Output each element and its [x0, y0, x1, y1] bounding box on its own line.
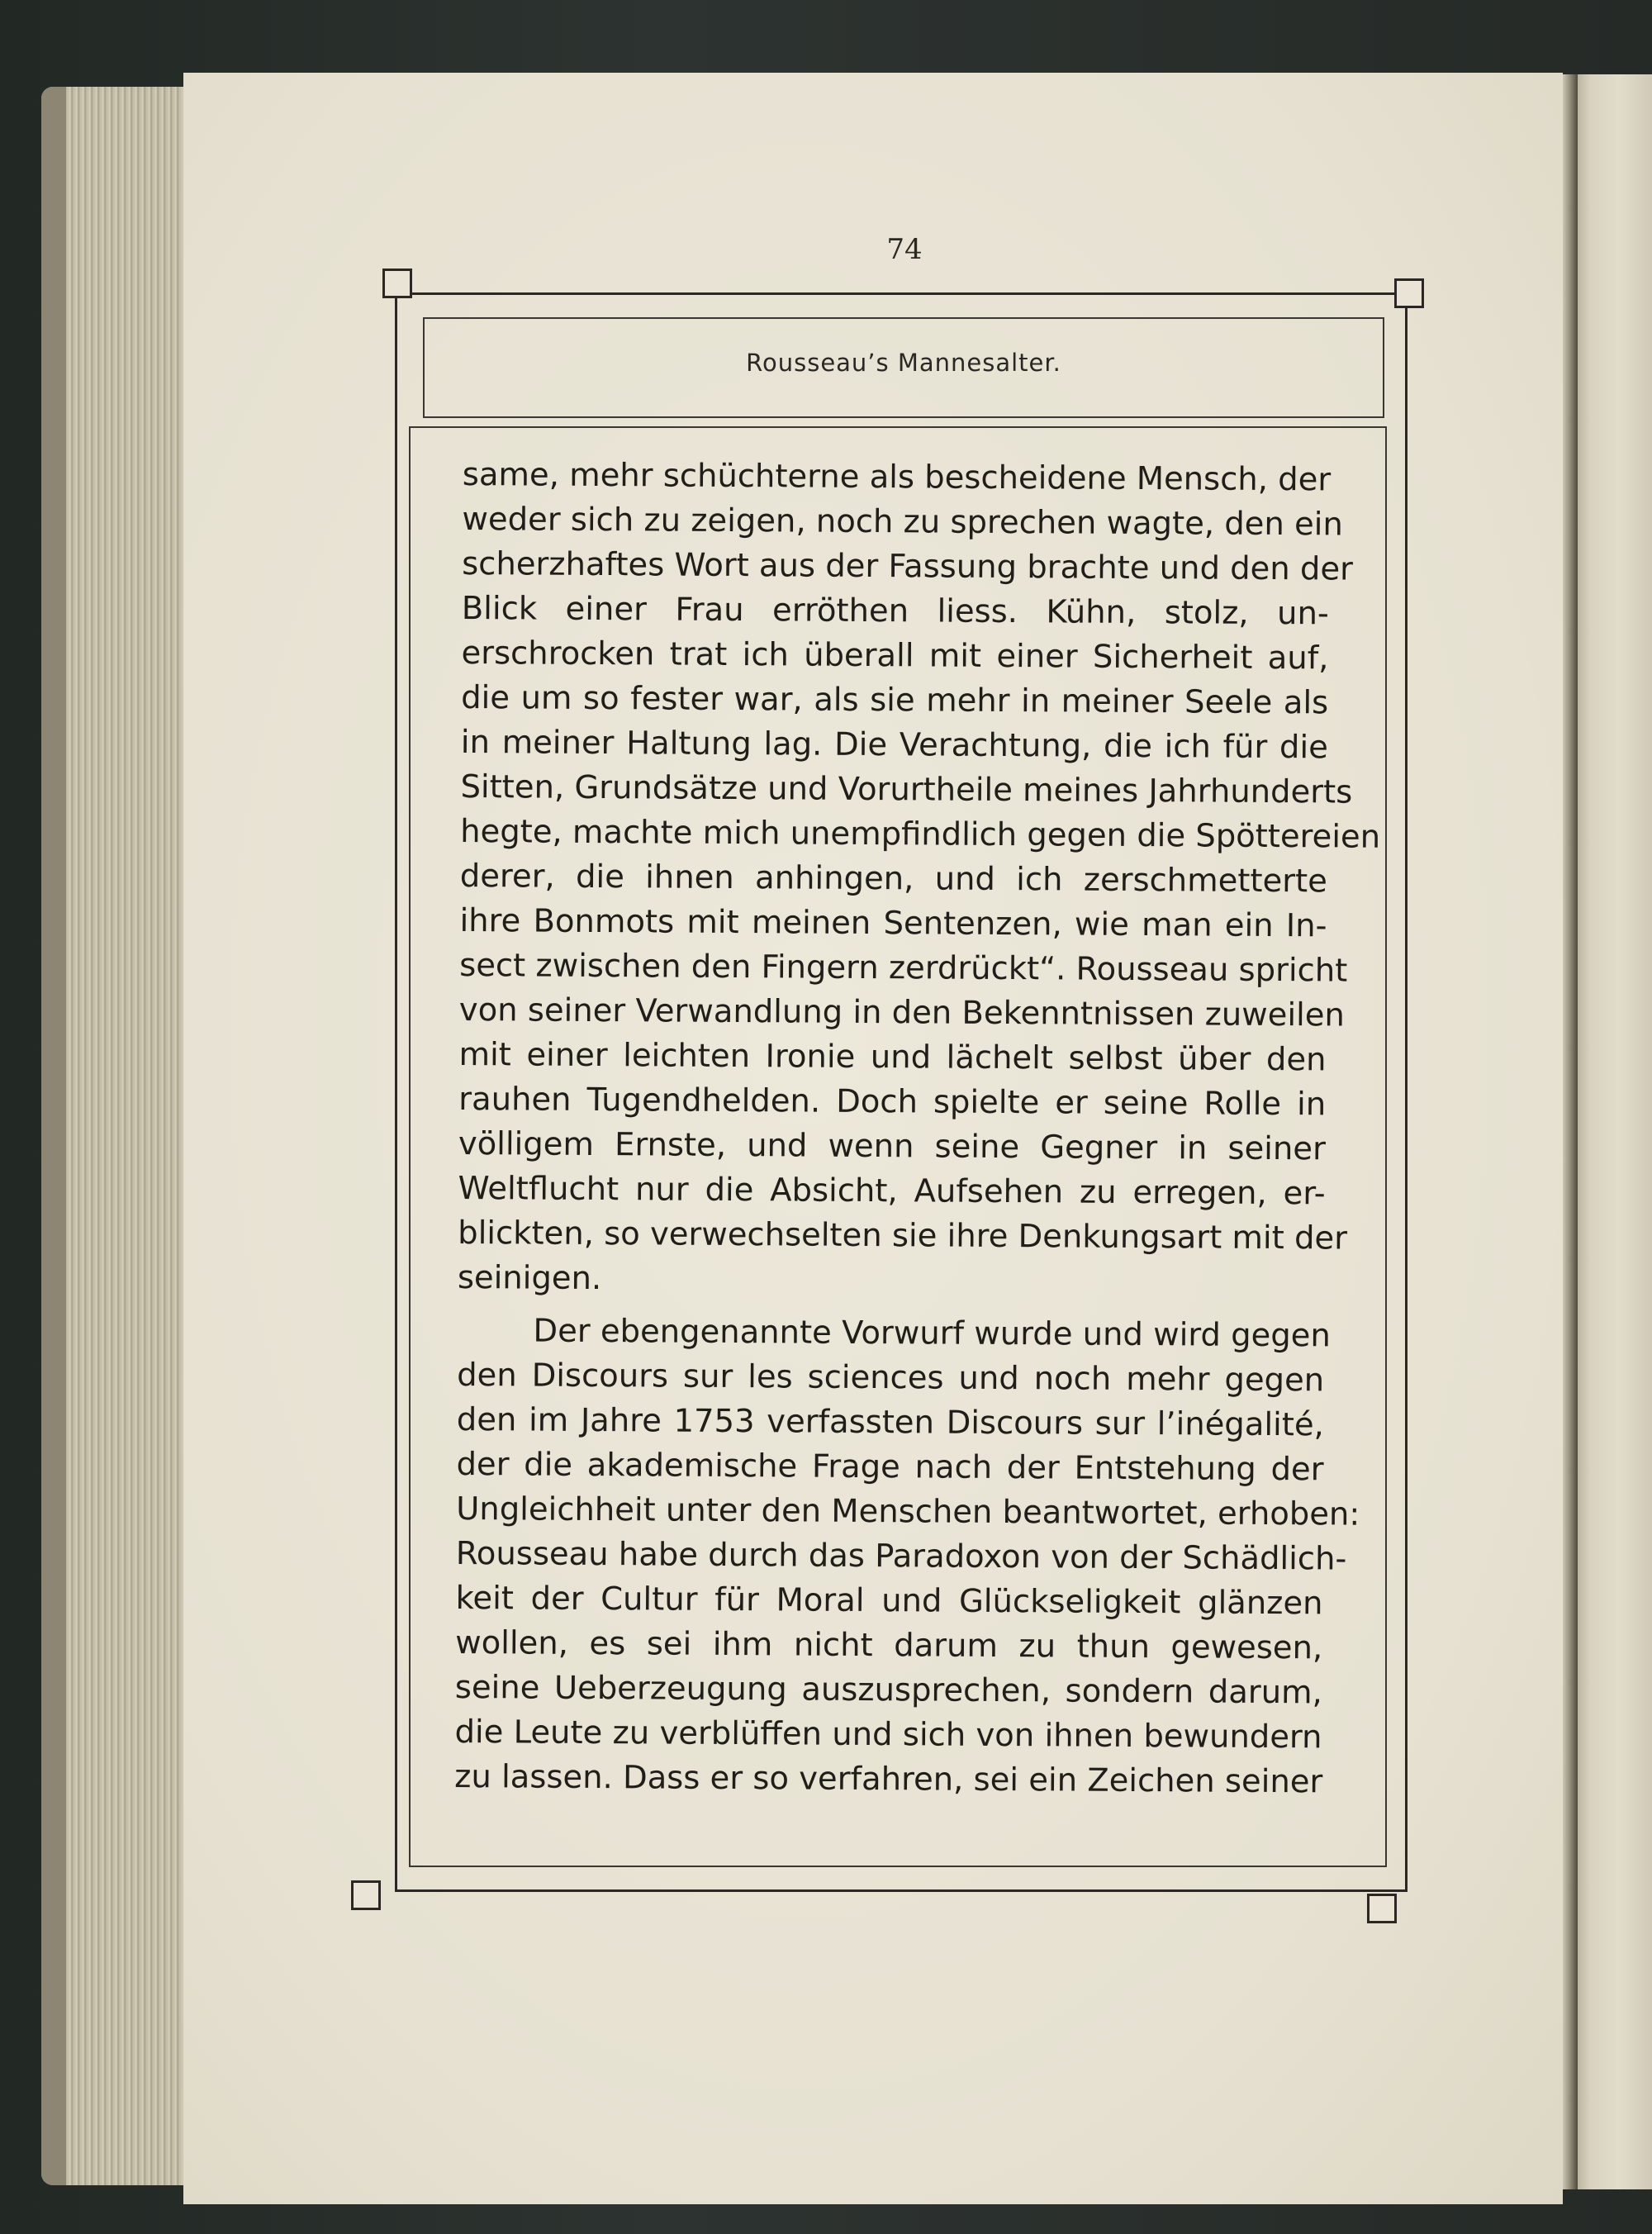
body-text [454, 453, 1381, 1804]
text-line: scherzhaftes Wort aus der Fassung brachte und den der [462, 544, 1354, 588]
text-line: rauhen Tugendhelden. Doch spielte er seine Rolle in [458, 1080, 1327, 1124]
text-line: Sitten, Grundsätze und Vorurtheile meines Jahrhunderts [460, 768, 1353, 811]
text-line: den Discours sur les sciences und noch mehr gegen [457, 1356, 1325, 1400]
text-line: völligem Ernste, und wenn seine Gegner in seiner [458, 1124, 1327, 1168]
text-line: blickten, so verwechselten sie ihre Denkungsart mit der [458, 1214, 1348, 1257]
text-line: Ungleichheit unter den Menschen beantwortet, erhoben: [456, 1490, 1360, 1533]
text-line: zu lassen. Dass er so verfahren, sei ein Zeichen seiner [454, 1757, 1323, 1801]
text-line: derer, die ihnen anhingen, und ich zerschmetterte [459, 857, 1327, 901]
frame-corner-top-left [382, 269, 412, 298]
frame-corner-bottom-left [351, 1880, 381, 1910]
text-line: seinigen. [457, 1258, 602, 1298]
text-line: Rousseau habe durch das Paradoxon von der Schädlich- [455, 1534, 1347, 1578]
text-line: weder sich zu zeigen, noch zu sprechen wagte, den ein [462, 500, 1344, 544]
facing-page [1569, 74, 1652, 2189]
text-line: seine Ueberzeugung auszusprechen, sondern darum, [454, 1668, 1322, 1712]
text-line: Der ebengenannte Vorwurf wurde und wird gegen [533, 1312, 1331, 1355]
text-line: die Leute zu verblüffen und sich von ihnen bewundern [454, 1713, 1322, 1756]
frame-corner-bottom-right [1367, 1894, 1397, 1923]
text-line: die um so fester war, als sie mehr in meiner Seele als [461, 678, 1329, 722]
running-title: Rousseau’s Mannesalter. [746, 349, 1061, 377]
text-line: erschrocken trat ich überall mit einer Sicherheit auf, [461, 634, 1329, 677]
text-line: ihre Bonmots mit meinen Sentenzen, wie man ein In- [459, 901, 1327, 945]
text-line: keit der Cultur für Moral und Glückseligkeit glänzen [455, 1579, 1323, 1623]
text-line: hegte, machte mich unempfindlich gegen die Spöttereien [460, 812, 1381, 856]
text-line: wollen, es sei ihm nicht darum zu thun gewesen, [455, 1623, 1323, 1667]
text-line: sect zwischen den Fingern zerdrückt“. Rousseau spricht [459, 946, 1348, 990]
text-line: von seiner Verwandlung in den Bekenntnissen zuweilen [458, 991, 1346, 1034]
text-line: mit einer leichten Ironie und lächelt selbst über den [458, 1035, 1327, 1079]
page-number: 74 [886, 233, 923, 266]
text-line: den im Jahre 1753 verfassten Discours sur l’inégalité, [456, 1400, 1324, 1444]
text-line: der die akademische Frage nach der Entstehung der [456, 1445, 1324, 1489]
text-line: in meiner Haltung lag. Die Verachtung, die ich für die [460, 723, 1328, 767]
book-cover-edge [41, 87, 66, 2185]
text-line: Weltflucht nur die Absicht, Aufsehen zu erregen, er- [458, 1169, 1326, 1213]
text-line: Blick einer Frau erröthen liess. Kühn, stolz, un- [461, 589, 1329, 633]
running-header-box [423, 317, 1384, 418]
frame-corner-top-right [1394, 278, 1424, 308]
text-line: same, mehr schüchterne als bescheidene Mensch, der [462, 455, 1332, 499]
